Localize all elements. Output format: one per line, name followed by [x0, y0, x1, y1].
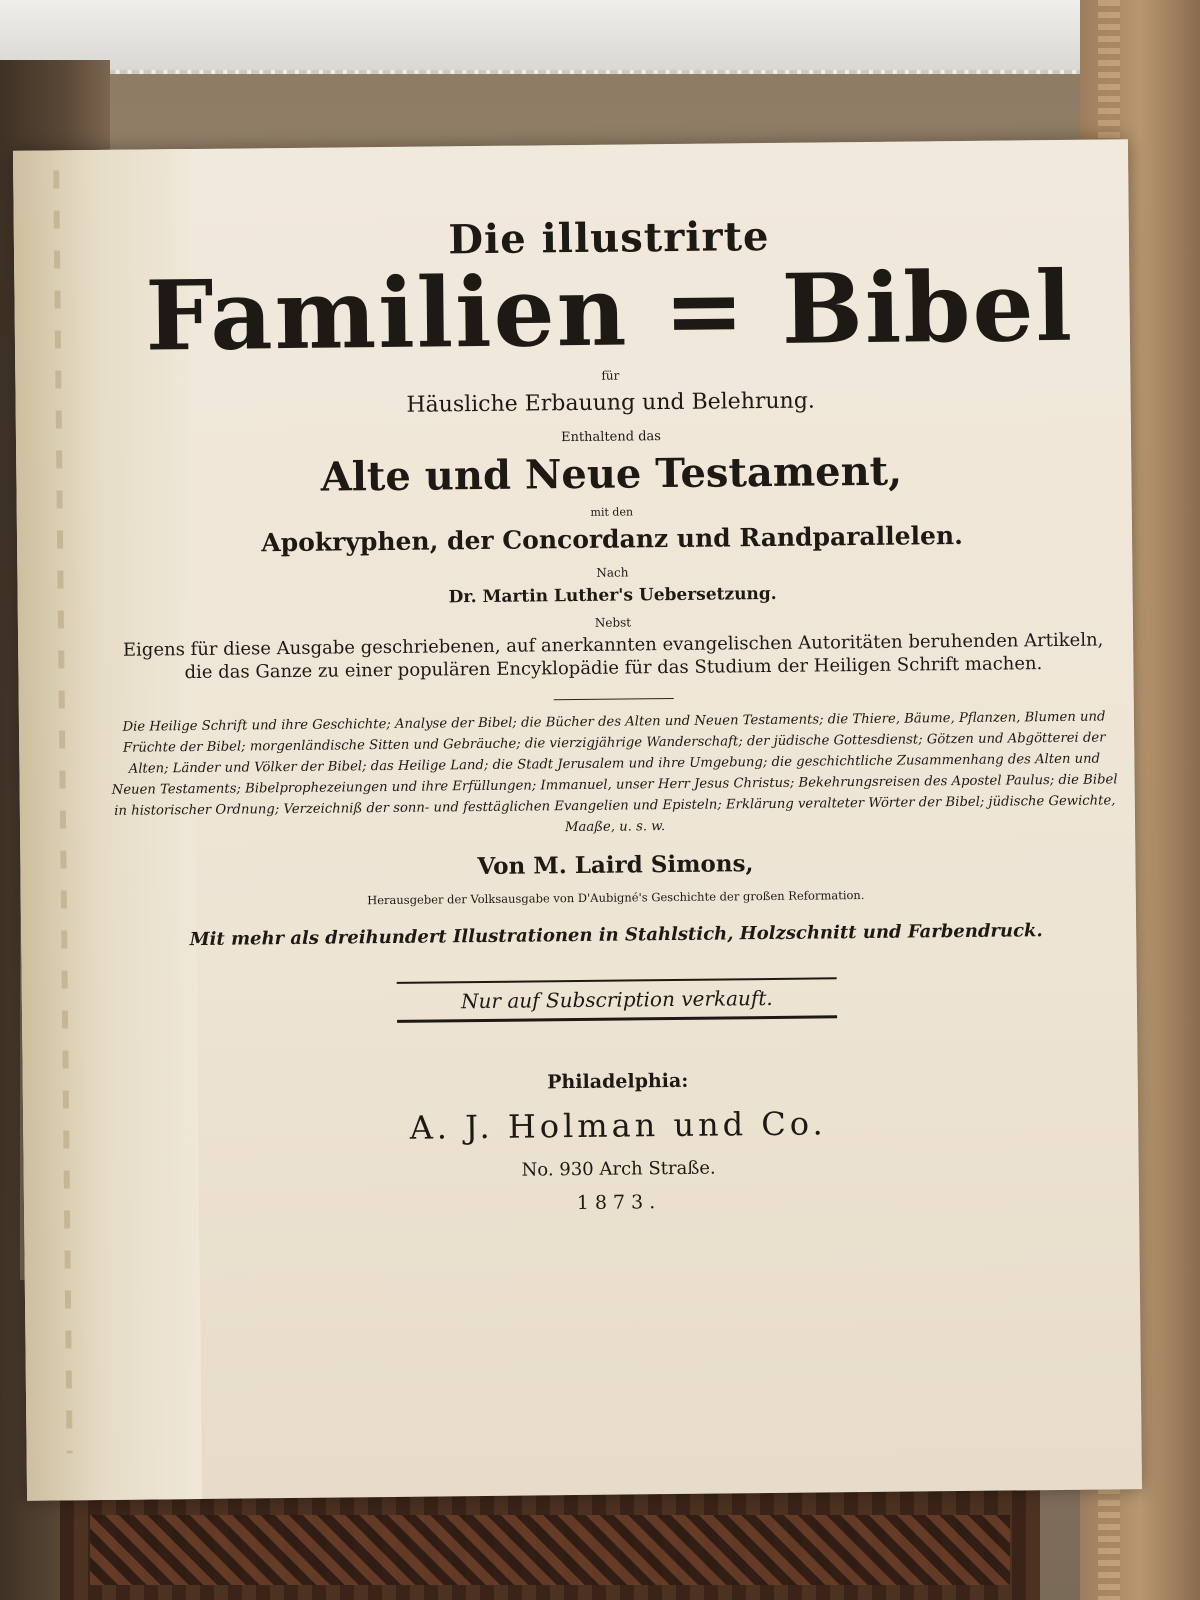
nebst-label: Nebst	[594, 615, 632, 630]
title-fuer: für	[601, 368, 620, 383]
testament-heading: Alte und Neue Testament,	[320, 447, 903, 501]
enthaltend-label: Enthaltend das	[560, 428, 661, 445]
year-line: 1873.	[576, 1191, 662, 1215]
subtitle: Häusliche Erbauung und Belehrung.	[406, 388, 815, 418]
address-line: No. 930 Arch Straße.	[521, 1157, 716, 1181]
editor-note: Herausgeber der Volksausgabe von D'Aubigné's Geschichte der großen Reformation.	[367, 888, 865, 908]
title-page	[13, 139, 1142, 1501]
city-line: Philadelphia:	[547, 1070, 689, 1094]
apokryphen-heading: Apokryphen, der Concordanz und Randparallelen.	[261, 520, 963, 558]
divider-rule	[554, 698, 674, 700]
title-page-text	[109, 199, 1120, 1219]
subscription-box	[397, 978, 837, 1024]
luther-translation: Dr. Martin Luther's Uebersetzung.	[448, 583, 777, 608]
nach-label: Nach	[596, 565, 629, 580]
main-title: Familien = Bibel	[144, 249, 1075, 373]
contents-paragraph: Die Heilige Schrift und ihre Geschichte; Analyse der Bibel; die Bücher des Alten und Neuen Testaments; die Thiere, Bäume, Pflanzen, Blumen und Früchte der Bibel; morgenländische Sitten und Gebräuche; die vierzigjährige Wanderschaft; der jüdische Gottesdienst; Götzen und Abgötterei der Alten; Länder und Völker der Bibel; das Heilige Land; die Stadt Jerusalem und ihre Umgebung; die geschichtliche Zusammenhang des Alten und Neuen Testaments; Bibelprophezeiungen und ihre Erfüllungen; Immanuel, unser Herr Jesus Christus; Bekehrungsreisen des Apostel Paulus; die Bibel in historischer Ordnung; Verzeichniß der sonn- und festtäglichen Evangelien und Episteln; Erklärung veralteter Wörter der Bibel; jüdische Gewichte, Maaße, u. s. w.	[111, 709, 1118, 836]
illustrations-note: Mit mehr als dreihundert Illustrationen in Stahlstich, Holzschnitt und Farbendruck.	[189, 920, 1043, 951]
title-prefix: Die illustrirte	[448, 212, 770, 264]
subscription-note: Nur auf Subscription verkauft.	[460, 986, 773, 1014]
author-line: Von M. Laird Simons,	[477, 850, 754, 881]
box-lid-edge	[0, 0, 1120, 74]
mit-den-label: mit den	[590, 505, 634, 519]
publisher-line: A. J. Holman und Co.	[409, 1104, 827, 1148]
eigens-paragraph: Eigens für diese Ausgabe geschriebenen, auf anerkannten evangelischen Autoritäten beruhenden Artikeln, die das Ganze zu einer populären Encyklopädie für das Studium der Heiligen Schrift machen.	[122, 629, 1104, 684]
cover-ornament-pattern	[90, 1515, 1010, 1585]
